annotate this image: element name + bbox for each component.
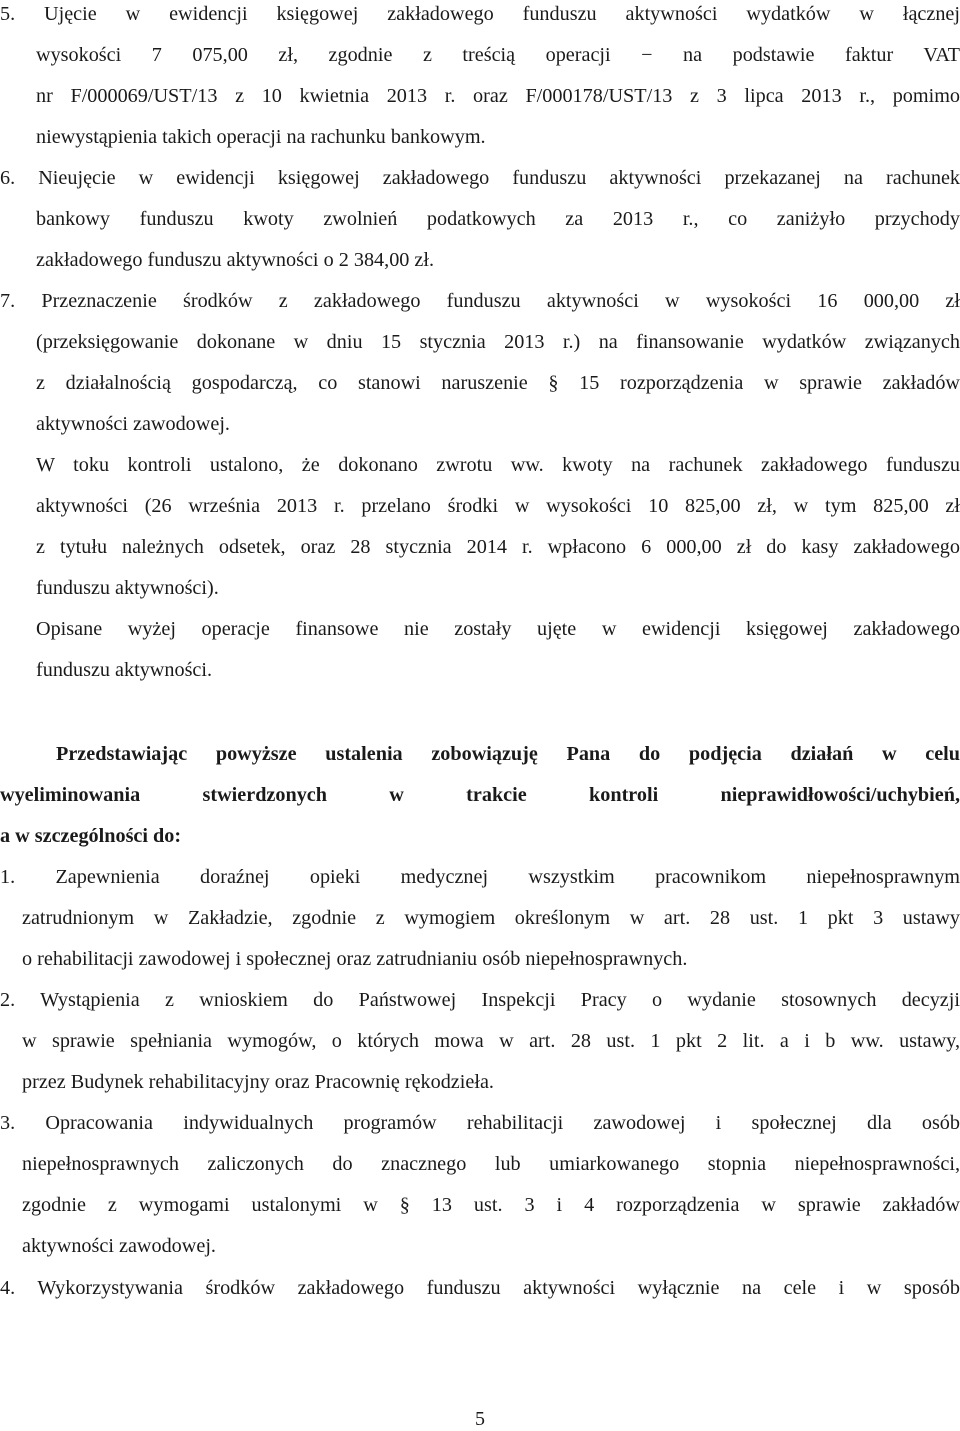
recommendation-2-line-3: przez Budynek rehabilitacyjny oraz Pracownię rękodzieła. — [22, 1071, 494, 1093]
recommendation-3-line-1: 3. Opracowania indywidualnych programów rehabilitacji zawodowej i społecznej dla osób — [0, 1112, 960, 1134]
item-6-line-1: 6. Nieujęcie w ewidencji księgowej zakładowego funduszu aktywności przekazanej na rachunek — [0, 167, 960, 189]
item-7-note-line-3: z tytułu należnych odsetek, oraz 28 stycznia 2014 r. wpłacono 6 000,00 zł do kasy zakładowego — [36, 536, 960, 558]
page-number: 5 — [475, 1408, 485, 1430]
recommendation-2-line-1: 2. Wystąpienia z wnioskiem do Państwowej Inspekcji Pracy o wydanie stosownych decyzji — [0, 989, 960, 1011]
item-5-line-4: niewystąpienia takich operacji na rachunku bankowym. — [36, 126, 486, 148]
obligation-line-2: wyeliminowania stwierdzonych w trakcie kontroli nieprawidłowości/uchybień, — [0, 784, 960, 806]
item-6-line-3: zakładowego funduszu aktywności o 2 384,00 zł. — [36, 249, 435, 271]
obligation-line-1: Przedstawiając powyższe ustalenia zobowiązuję Pana do podjęcia działań w celu — [56, 743, 960, 765]
recommendation-4-line-1: 4. Wykorzystywania środków zakładowego funduszu aktywności wyłącznie na cele i w sposób — [0, 1277, 960, 1299]
recommendation-1-line-1: 1. Zapewnienia doraźnej opieki medycznej wszystkim pracownikom niepełnosprawnym — [0, 866, 960, 888]
recommendation-1-line-3: o rehabilitacji zawodowej i społecznej oraz zatrudnianiu osób niepełnosprawnych. — [22, 948, 688, 970]
item-7-note-line-2: aktywności (26 września 2013 r. przelano środki w wysokości 10 825,00 zł, w tym 825,00 zł — [36, 495, 960, 517]
recommendation-3-line-3: zgodnie z wymogami ustalonymi w § 13 ust. 3 i 4 rozporządzenia w sprawie zakładów — [22, 1194, 960, 1216]
recommendation-2-line-2: w sprawie spełniania wymogów, o których mowa w art. 28 ust. 1 pkt 2 lit. a i b ww. ustawy, — [22, 1030, 960, 1052]
item-6-line-2: bankowy funduszu kwoty zwolnień podatkowych za 2013 r., co zaniżyło przychody — [36, 208, 960, 230]
item-7-note-line-4: funduszu aktywności). — [36, 577, 219, 599]
item-7-line-3: z działalnością gospodarczą, co stanowi naruszenie § 15 rozporządzenia w sprawie zakładów — [36, 372, 960, 394]
item-7-line-2: (przeksięgowanie dokonane w dniu 15 stycznia 2013 r.) na finansowanie wydatków związanych — [36, 331, 960, 353]
recommendation-3-line-4: aktywności zawodowej. — [22, 1235, 216, 1257]
item-7-line-1: 7. Przeznaczenie środków z zakładowego funduszu aktywności w wysokości 16 000,00 zł — [0, 290, 960, 312]
item-7-note-line-1: W toku kontroli ustalono, że dokonano zwrotu ww. kwoty na rachunek zakładowego funduszu — [36, 454, 960, 476]
obligation-line-3: a w szczególności do: — [0, 825, 182, 847]
item-5-line-3: nr F/000069/UST/13 z 10 kwietnia 2013 r. oraz F/000178/UST/13 z 3 lipca 2013 r., pomimo — [36, 85, 960, 107]
item-5-line-2: wysokości 7 075,00 zł, zgodnie z treścią operacji − na podstawie faktur VAT — [36, 44, 960, 66]
recommendation-3-line-2: niepełnosprawnych zaliczonych do znacznego lub umiarkowanego stopnia niepełnosprawności, — [22, 1153, 960, 1175]
item-7-note2-line-2: funduszu aktywności. — [36, 659, 213, 681]
recommendation-1-line-2: zatrudnionym w Zakładzie, zgodnie z wymogiem określonym w art. 28 ust. 1 pkt 3 ustawy — [22, 907, 960, 929]
item-5-line-1: 5. Ujęcie w ewidencji księgowej zakładowego funduszu aktywności wydatków w łącznej — [0, 3, 960, 25]
item-7-note2-line-1: Opisane wyżej operacje finansowe nie zostały ujęte w ewidencji księgowej zakładowego — [36, 618, 960, 640]
item-7-line-4: aktywności zawodowej. — [36, 413, 230, 435]
